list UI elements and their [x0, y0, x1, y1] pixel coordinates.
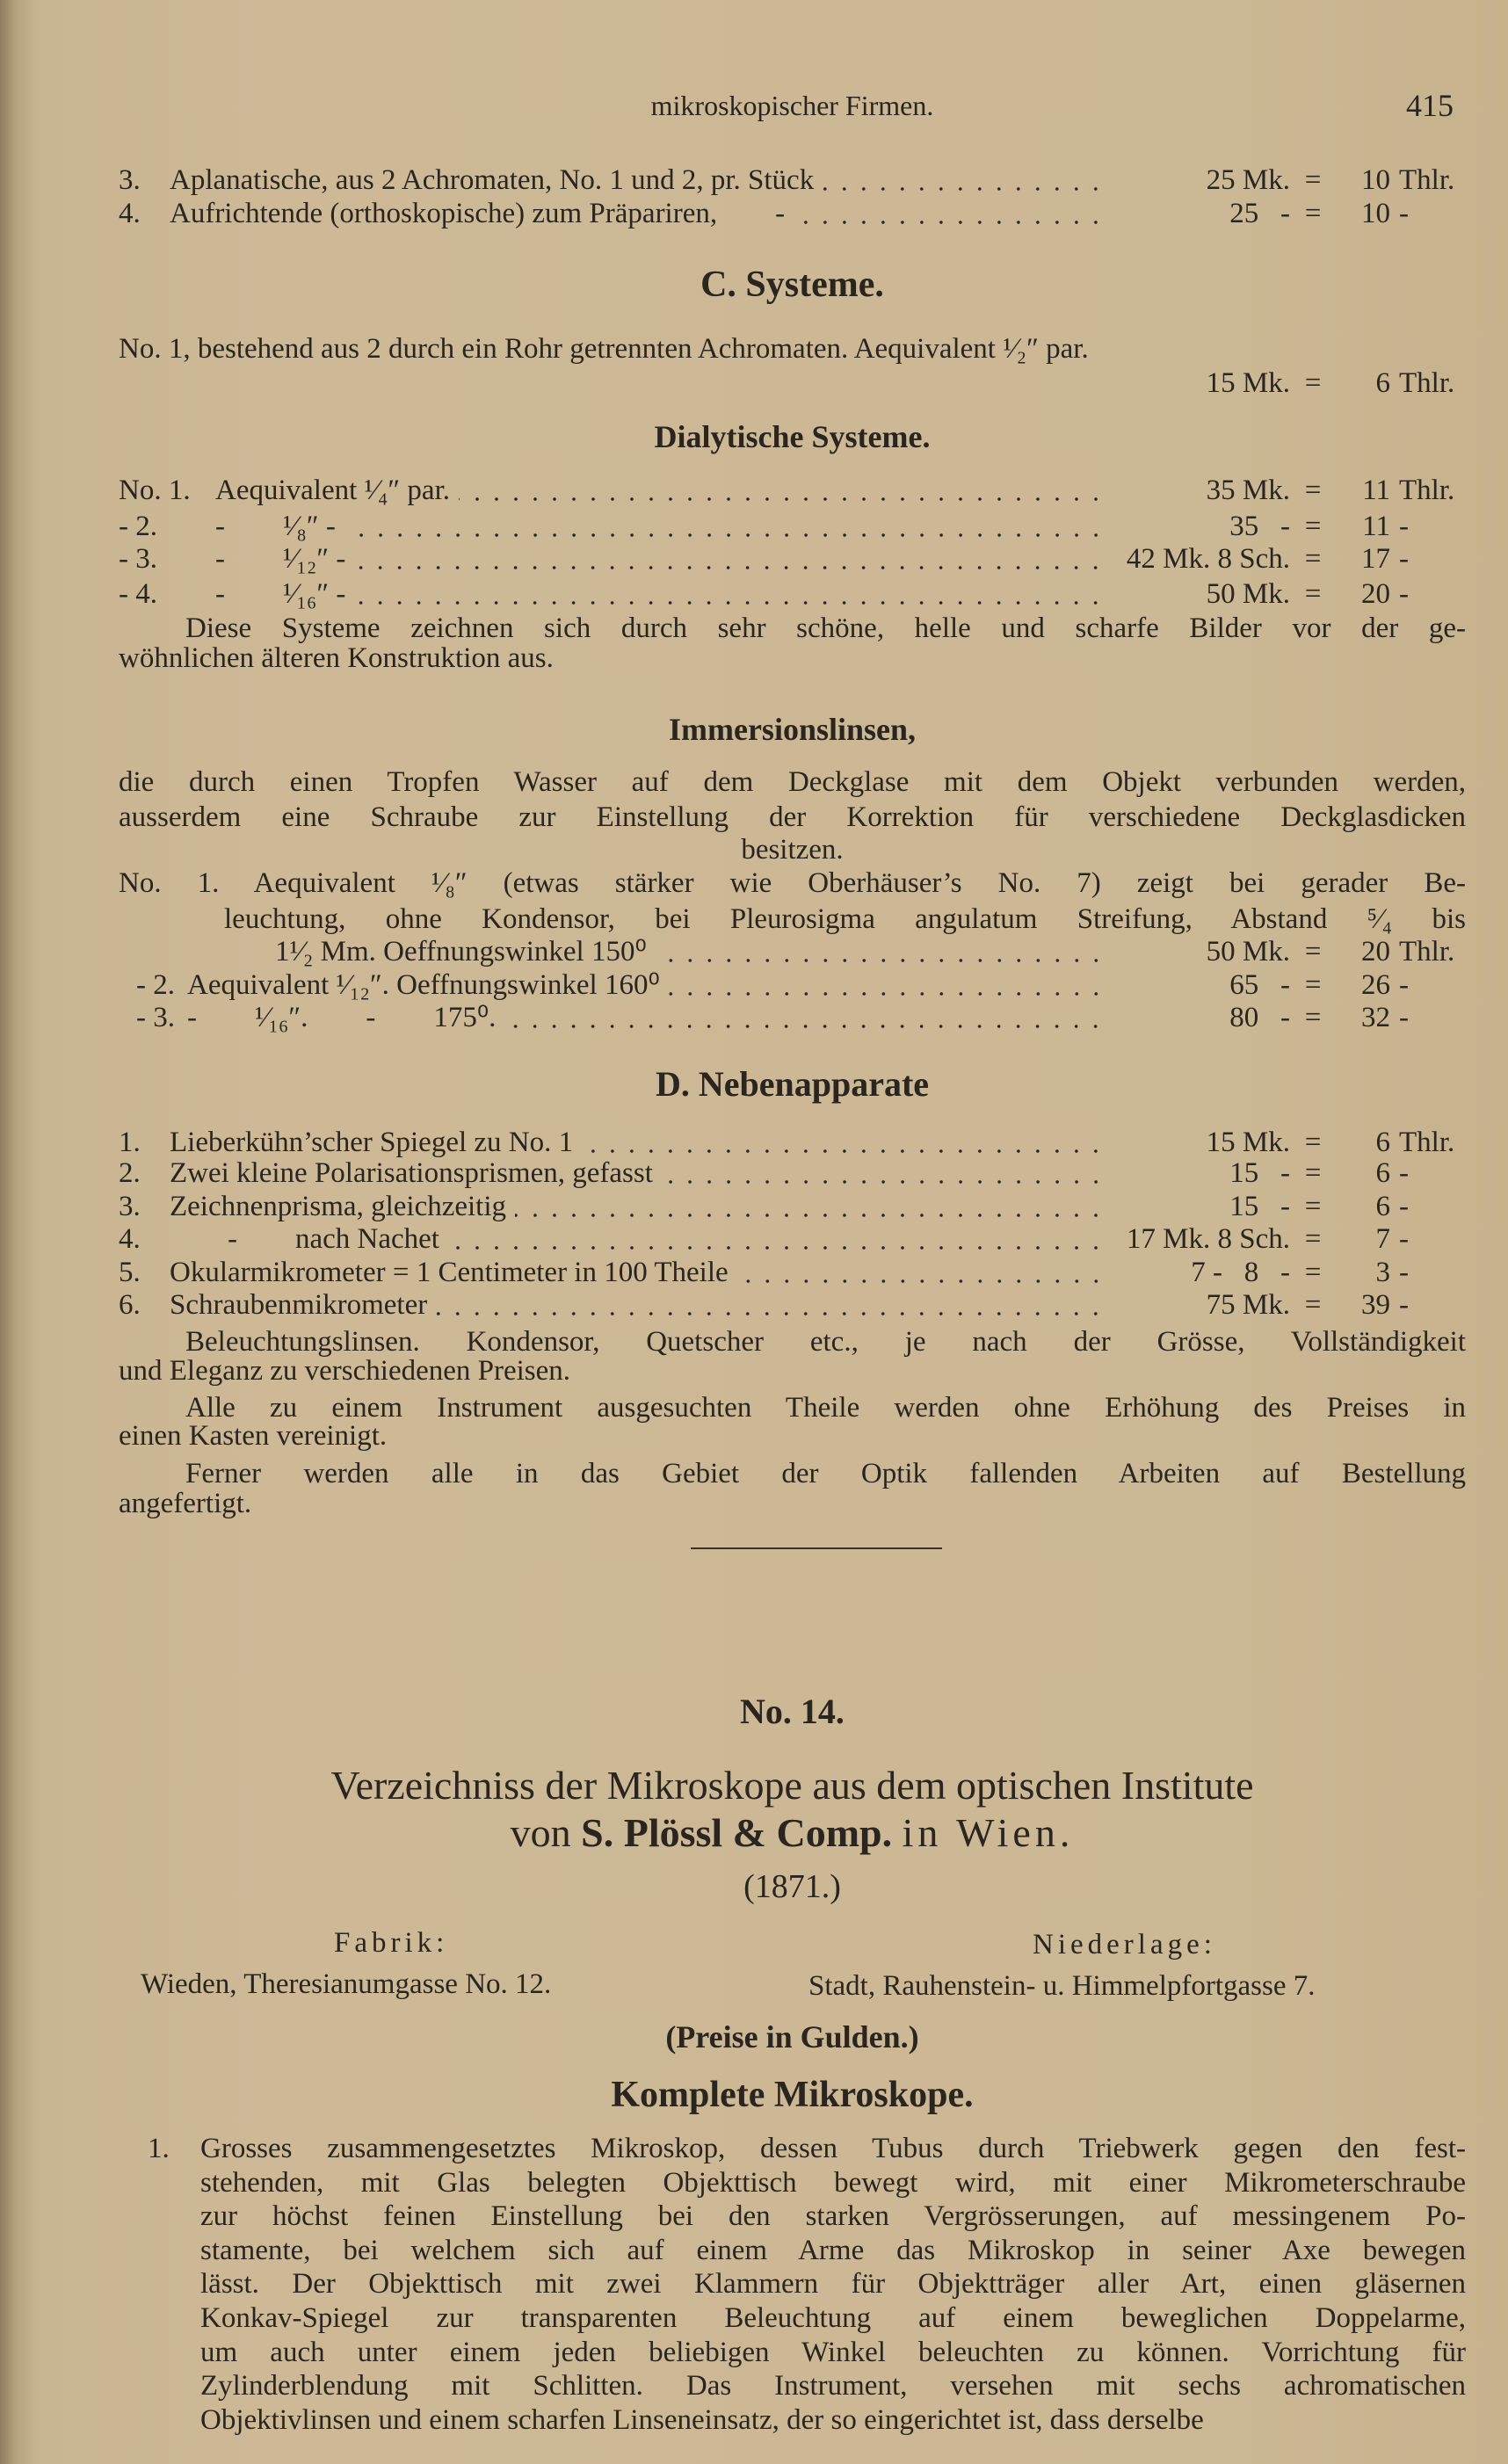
price-unit: Thlr. — [1399, 367, 1455, 399]
price-row — [119, 541, 1466, 576]
equals: = — [1304, 511, 1322, 542]
section-divider — [691, 1547, 942, 1549]
item-number: - 3. — [119, 543, 157, 575]
item-label: Aequivalent ¹⁄₁₂″. Oeffnungswinkel 160⁰ — [187, 969, 660, 1001]
price-unit: Thlr. — [1399, 164, 1455, 196]
item-label: - ¹⁄₁₂″ - — [215, 543, 346, 575]
paragraph-line: einen Kasten vereinigt. — [119, 1420, 388, 1452]
item-label: - ¹⁄₈″ - — [215, 511, 336, 542]
price-row — [119, 473, 1466, 508]
catalog-title-firm — [119, 1810, 1466, 1856]
item-label: Schraubenmikrometer — [170, 1289, 428, 1321]
paragraph-line: besitzen. — [741, 834, 844, 866]
price-marks: 80 - — [1229, 1002, 1290, 1033]
price-marks: 15 Mk. — [1206, 1127, 1290, 1158]
price-marks: 25 - — [1229, 198, 1290, 229]
item-label: Aequivalent ¹⁄₄″ par. — [215, 475, 450, 506]
paragraph-line: zur höchst feinen Einstellung bei den starken Vergrösserungen, auf messingenem Po- — [200, 2200, 1466, 2233]
paragraph-line: ausserdem eine Schraube zur Einstellung der Korrektion für verschiedene Deckglasdicken — [119, 801, 1466, 833]
fabrik-label: Fabrik: — [334, 1927, 449, 1959]
price-marks: 17 Mk. 8 Sch. — [1126, 1223, 1290, 1255]
equals: = — [1304, 1289, 1322, 1321]
title-suffix: in Wien. — [902, 1810, 1075, 1855]
item-number: - 2. — [136, 969, 175, 1001]
price-row — [119, 1221, 1466, 1257]
equals: = — [1304, 1127, 1322, 1158]
price-thaler: 26 — [1361, 969, 1390, 1001]
price-row — [119, 1189, 1466, 1224]
price-marks: 35 Mk. — [1206, 475, 1290, 506]
equals: = — [1304, 367, 1322, 399]
item-label: Okularmikrometer = 1 Centimeter in 100 Theile — [170, 1257, 729, 1288]
item-number: 5. — [119, 1257, 141, 1288]
equals: = — [1304, 1157, 1322, 1189]
paragraph-line: leuchtung, ohne Kondensor, bei Pleurosigma angulatum Streifung, Abstand ⁵⁄₄ bis — [224, 903, 1466, 935]
dot-leader — [448, 1246, 1106, 1250]
price-thaler: 11 — [1362, 511, 1390, 542]
price-thaler: 17 — [1361, 543, 1390, 575]
price-unit: - — [1399, 1191, 1409, 1222]
price-row — [119, 163, 1466, 198]
item-number: 1. — [119, 1127, 141, 1158]
price-marks: 15 - — [1229, 1191, 1290, 1222]
price-row — [119, 576, 1466, 612]
price-row — [119, 934, 1466, 969]
equals: = — [1304, 969, 1322, 1001]
price-row — [119, 967, 1466, 1003]
paragraph-line: No. 1. Aequivalent ¹⁄₈″ (etwas stärker wie Oberhäuser’s No. 7) zeigt bei gerader Be- — [119, 867, 1466, 899]
price-unit: - — [1399, 578, 1409, 610]
dot-leader — [515, 1214, 1106, 1217]
price-row — [119, 1125, 1466, 1160]
price-thaler: 6 — [1375, 367, 1390, 399]
item-label: Zeichnenprisma, gleichzeitig — [170, 1191, 507, 1222]
item-number: - 4. — [119, 578, 157, 610]
price-row — [119, 1156, 1466, 1191]
paragraph-line: die durch einen Tropfen Wasser auf dem Deckglase mit dem Objekt verbunden werden, — [119, 766, 1466, 798]
price-unit: - — [1399, 543, 1409, 575]
price-unit: - — [1399, 1223, 1409, 1255]
equals: = — [1304, 164, 1322, 196]
price-unit: Thlr. — [1399, 475, 1455, 506]
catalog-number: No. 14. — [740, 1692, 845, 1731]
price-row — [119, 1255, 1466, 1290]
item-number: 4. — [119, 1223, 141, 1255]
paragraph-line: stamente, bei welchem sich auf einem Arme das Mikroskop in seiner Axe bewegen — [200, 2234, 1466, 2266]
equals: = — [1304, 543, 1322, 575]
currency-note: (Preise in Gulden.) — [665, 2019, 919, 2055]
section-title: D. Nebenapparate — [655, 1064, 930, 1104]
dot-leader — [582, 1149, 1106, 1153]
dot-leader — [662, 1180, 1106, 1184]
item-label: - nach Nachet — [170, 1223, 439, 1255]
equals: = — [1304, 1002, 1322, 1033]
item-label: Aufrichtende (orthoskopische) zum Präpariren, - — [170, 198, 786, 229]
item-number: 3. — [119, 164, 141, 196]
paragraph-line: Zylinderblendung mit Schlitten. Das Instrument, versehen mit sechs achromatischen — [200, 2370, 1466, 2402]
equals: = — [1304, 1257, 1322, 1288]
running-title: mikroskopischer Firmen. — [650, 90, 934, 121]
item-number: No. 1. — [119, 475, 191, 506]
item-number: 6. — [119, 1289, 141, 1321]
price-row — [119, 366, 1466, 401]
paragraph-line: Diese Systeme zeichnen sich durch sehr schöne, helle und scharfe Bilder vor der ge- — [185, 612, 1466, 644]
price-thaler: 10 — [1361, 198, 1390, 229]
price-thaler: 7 — [1375, 1223, 1390, 1255]
price-unit: - — [1399, 1257, 1409, 1288]
price-unit: - — [1399, 969, 1409, 1001]
item-label: Aplanatische, aus 2 Achromaten, No. 1 und 2, pr. Stück — [170, 164, 815, 196]
dot-leader — [354, 601, 1106, 605]
price-marks: 50 Mk. — [1206, 936, 1290, 967]
paragraph-line: und Eleganz zu verschiedenen Preisen. — [119, 1355, 571, 1387]
paragraph-line: wöhnlichen älteren Konstruktion aus. — [119, 642, 554, 674]
paragraph-line: No. 1, bestehend aus 2 durch ein Rohr getrennten Achromaten. Aequivalent ¹⁄₂″ par. — [119, 333, 1089, 365]
price-thaler: 6 — [1375, 1157, 1390, 1189]
item-label: Zwei kleine Polarisationsprismen, gefasst — [170, 1157, 653, 1189]
price-marks: 65 - — [1229, 969, 1290, 1001]
price-marks: 15 Mk. — [1206, 367, 1290, 399]
equals: = — [1304, 936, 1322, 967]
title-prefix: von — [510, 1810, 571, 1855]
page-number: 415 — [1406, 88, 1454, 123]
price-unit: - — [1399, 1002, 1409, 1033]
price-unit: - — [1399, 1157, 1409, 1189]
firm-name: S. Plössl & Comp. — [581, 1810, 893, 1855]
price-marks: 35 - — [1229, 511, 1290, 542]
price-marks: 50 Mk. — [1206, 578, 1290, 610]
paragraph-line: Objektivlinsen und einem scharfen Linseneinsatz, der so eingerichtet ist, dass derselbe — [200, 2403, 1204, 2436]
spacer — [127, 390, 1106, 394]
price-marks: 42 Mk. 8 Sch. — [1126, 543, 1290, 575]
dot-leader — [344, 533, 1106, 537]
item-label: Lieberkühn’scher Spiegel zu No. 1 — [170, 1127, 574, 1158]
price-row — [119, 196, 1466, 231]
paragraph-line: Ferner werden alle in das Gebiet der Optik fallenden Arbeiten auf Bestellung — [185, 1458, 1466, 1489]
section-title: C. Systeme. — [700, 265, 884, 305]
niederlage-label: Niederlage: — [1033, 1929, 1216, 1960]
paragraph-line: Konkav-Spiegel zur transparenten Beleuchtung auf einem beweglichen Doppelarme, — [200, 2302, 1466, 2334]
paragraph-line: Grosses zusammengesetztes Mikroskop, dessen Tubus durch Triebwerk gegen den fest- — [200, 2133, 1466, 2164]
paragraph-line: angefertigt. — [119, 1488, 252, 1519]
price-thaler: 20 — [1361, 936, 1390, 967]
price-marks: 7 - 8 - — [1191, 1257, 1290, 1288]
price-thaler: 32 — [1361, 1002, 1390, 1033]
dot-leader — [656, 959, 1106, 962]
price-unit: - — [1399, 511, 1409, 542]
item-number: - 2. — [119, 511, 157, 542]
price-row — [119, 509, 1466, 544]
price-unit: - — [1399, 1289, 1409, 1321]
item-number: 2. — [119, 1157, 141, 1189]
equals: = — [1304, 1191, 1322, 1222]
price-thaler: 10 — [1361, 164, 1390, 196]
dot-leader — [823, 187, 1106, 191]
niederlage-address: Stadt, Rauhenstein- u. Himmelpfortgasse 7. — [808, 1970, 1316, 2002]
item-label: - ¹⁄₁₆″ - — [215, 578, 346, 610]
item-number: 1. — [148, 2133, 170, 2164]
dot-leader — [459, 497, 1106, 501]
price-thaler: 11 — [1362, 475, 1390, 506]
price-thaler: 20 — [1361, 578, 1390, 610]
price-row — [119, 1287, 1466, 1323]
item-number: - 3. — [136, 1002, 175, 1033]
catalog-year: (1871.) — [743, 1868, 841, 1905]
price-thaler: 6 — [1375, 1191, 1390, 1222]
item-label: 1¹⁄₂ Mm. Oeffnungswinkel 150⁰ — [275, 936, 647, 967]
dot-leader — [737, 1279, 1106, 1283]
item-number: 3. — [119, 1191, 141, 1222]
catalog-title: Verzeichniss der Mikroskope aus dem optischen Institute — [330, 1763, 1254, 1808]
price-marks: 15 - — [1229, 1157, 1290, 1189]
price-marks: 75 Mk. — [1206, 1289, 1290, 1321]
paragraph-line: Alle zu einem Instrument ausgesuchten Theile werden ohne Erhöhung des Preises in — [185, 1392, 1466, 1424]
subsection-title: Immersionslinsen, — [668, 712, 917, 747]
subsection-title: Dialytische Systeme. — [654, 419, 931, 454]
price-thaler: 3 — [1375, 1257, 1390, 1288]
equals: = — [1304, 475, 1322, 506]
paragraph-line: stehenden, mit Glas belegten Objekttisch bewegt wird, mit einer Mikrometerschraube — [200, 2166, 1466, 2199]
item-label: - ¹⁄₁₆″. - 175⁰. — [187, 1002, 497, 1033]
item-number: 4. — [119, 198, 141, 229]
dot-leader — [794, 221, 1106, 224]
price-thaler: 6 — [1375, 1127, 1390, 1158]
equals: = — [1304, 198, 1322, 229]
dot-leader — [354, 566, 1106, 569]
dot-leader — [436, 1312, 1106, 1315]
equals: = — [1304, 1223, 1322, 1255]
price-unit: Thlr. — [1399, 1127, 1455, 1158]
price-thaler: 39 — [1361, 1289, 1390, 1321]
dot-leader — [669, 992, 1106, 996]
fabrik-address: Wieden, Theresianumgasse No. 12. — [141, 1968, 552, 2000]
section-title: Komplete Mikroskope. — [611, 2075, 974, 2115]
equals: = — [1304, 578, 1322, 610]
paragraph-line: lässt. Der Objekttisch mit zwei Klammern für Objektträger aller Art, einen gläsernen — [200, 2268, 1466, 2301]
paragraph-line: Beleuchtungslinsen. Kondensor, Quetscher etc., je nach der Grösse, Vollständigkeit — [185, 1326, 1466, 1358]
price-marks: 25 Mk. — [1206, 164, 1290, 196]
paragraph-line: um auch unter einem jeden beliebigen Winkel beleuchten zu können. Vorrichtung für — [200, 2336, 1466, 2368]
price-unit: - — [1399, 198, 1409, 229]
dot-leader — [504, 1025, 1106, 1028]
price-row — [119, 1000, 1466, 1035]
price-unit: Thlr. — [1399, 936, 1455, 967]
